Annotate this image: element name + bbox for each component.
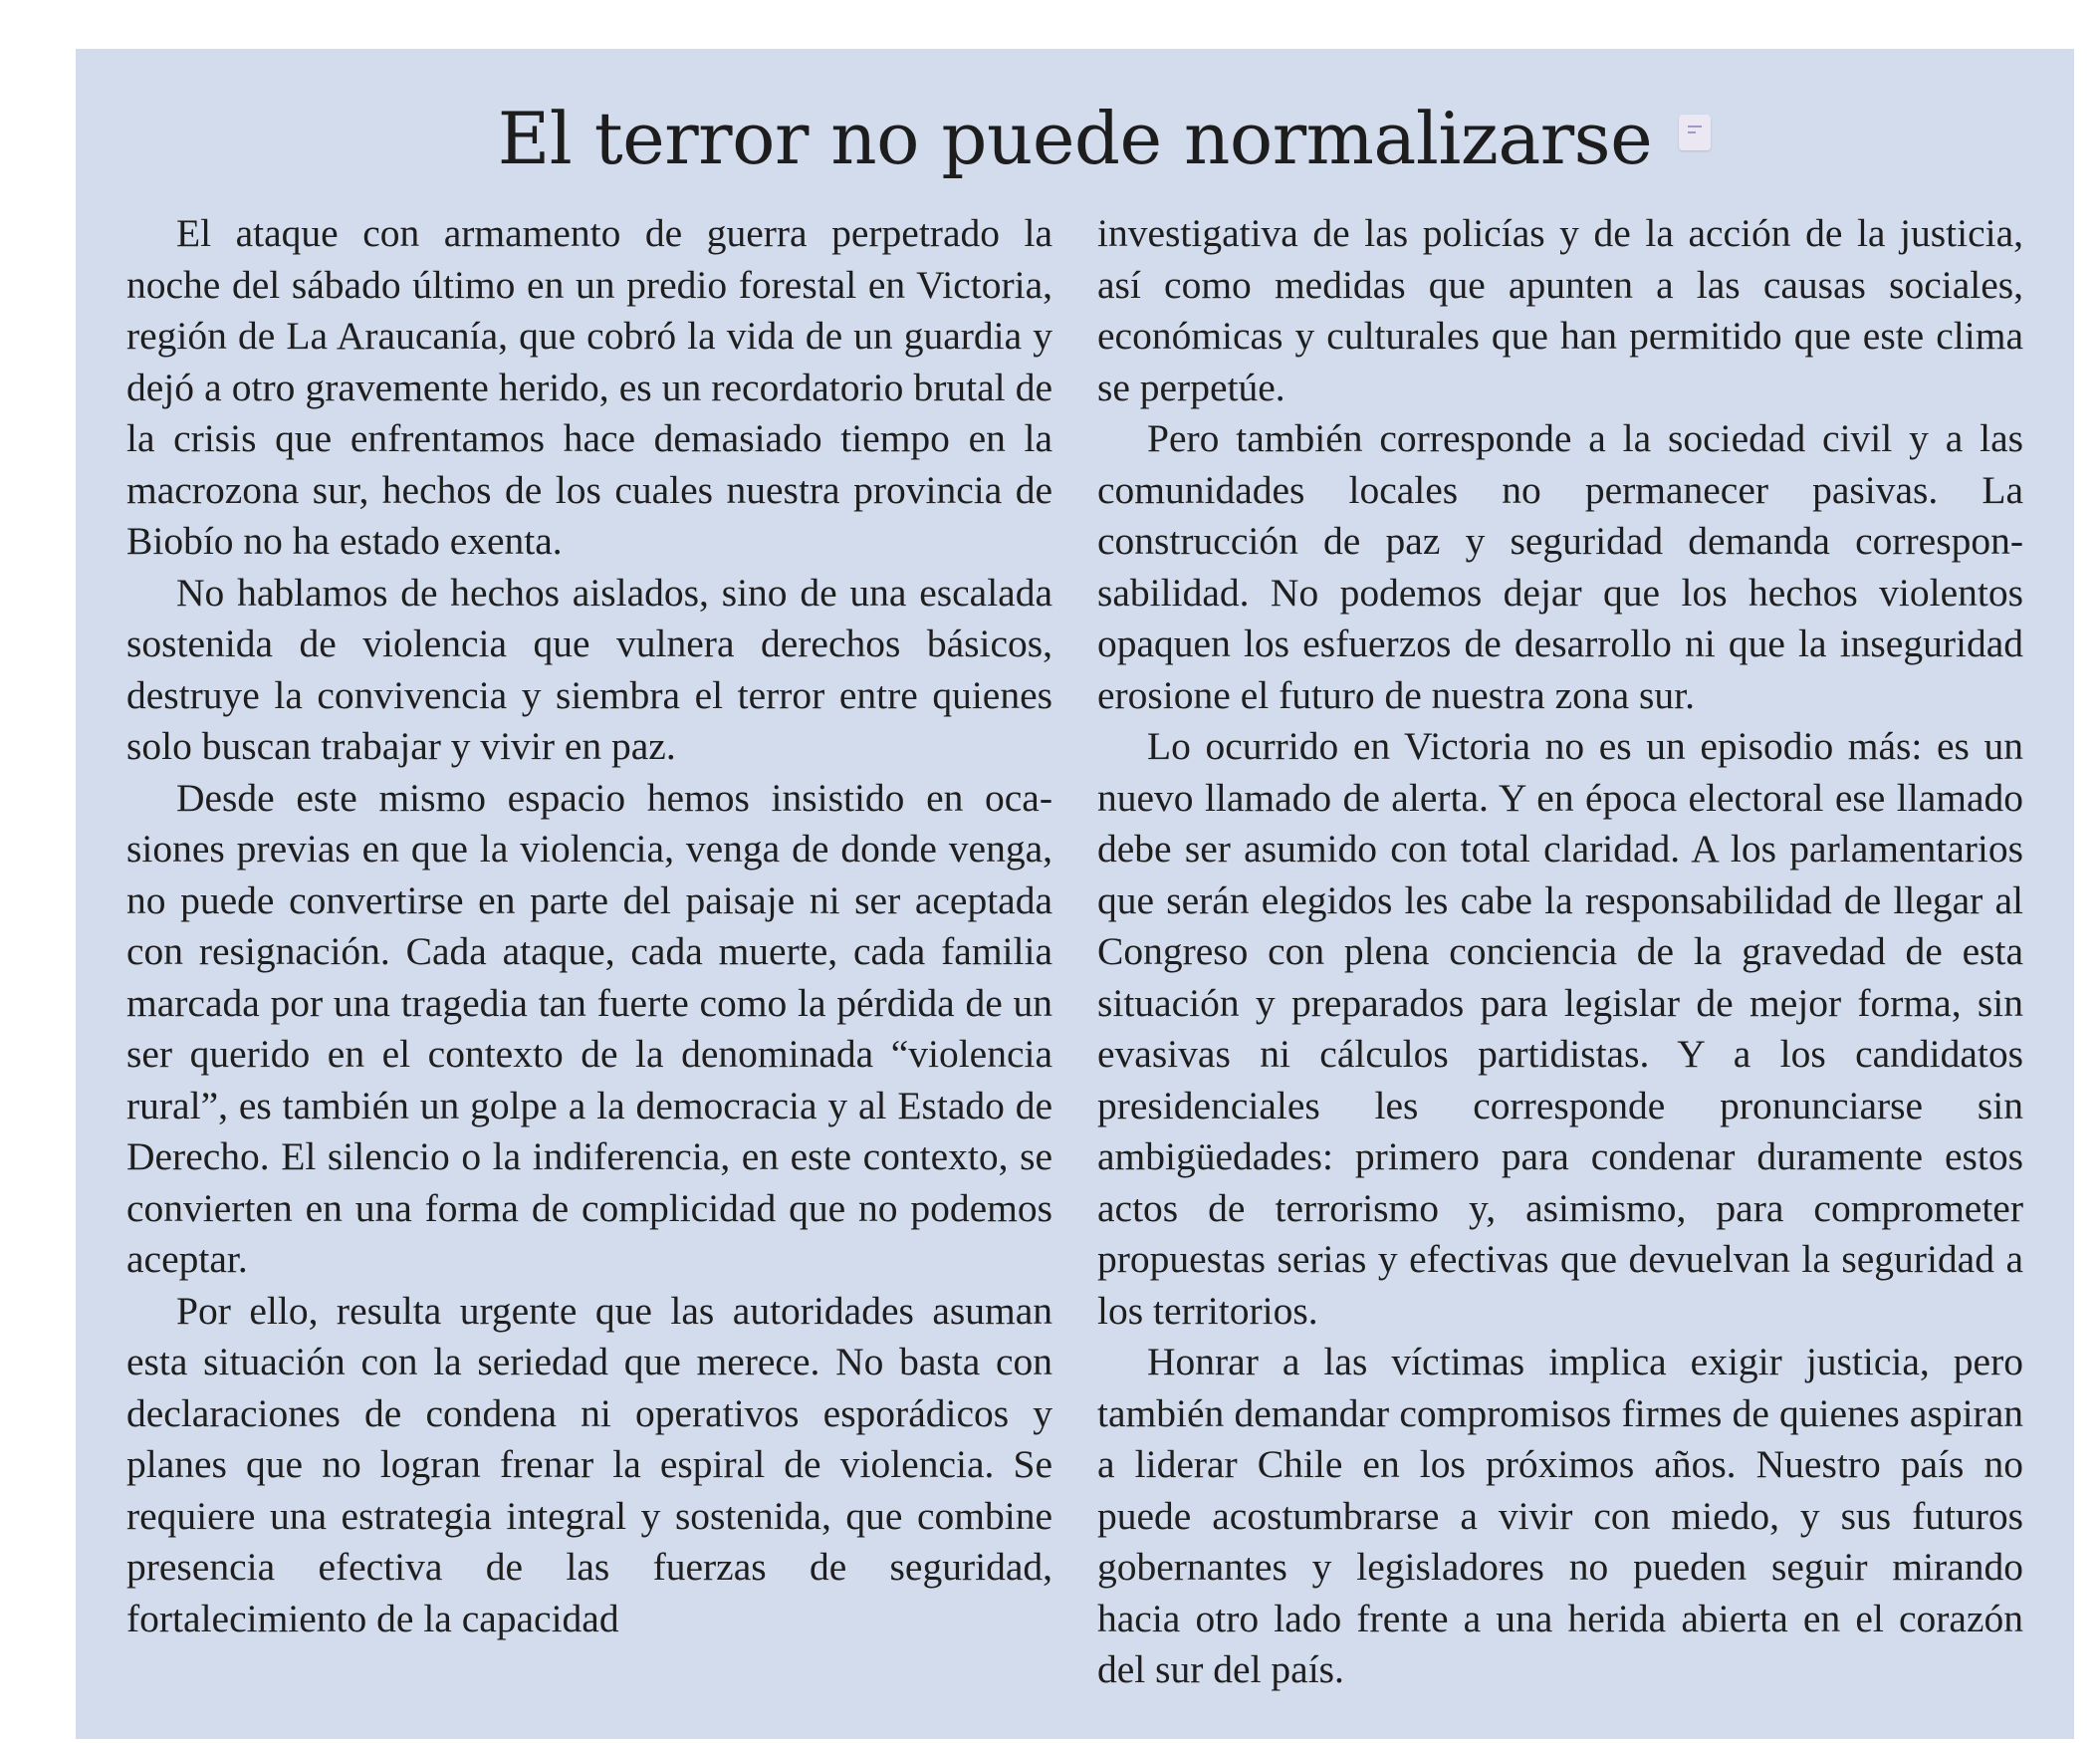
- paragraph: Por ello, resulta urgente que las autoridades asuman esta situación con la seriedad que merece. No basta con declaraciones de condena ni operativos esporádicos y planes que no logran frenar la espiral de violencia. Se requiere una estrategia integral y sostenida, que combine presencia efectiva de las fuerzas de seguridad, fortalecimiento de la capacidad: [126, 1288, 1052, 1640]
- note-icon[interactable]: [1679, 115, 1711, 150]
- note-icon-line: [1688, 131, 1696, 133]
- title-row: [76, 89, 2074, 188]
- article-title: El terror no puede normalizarse: [497, 97, 1653, 180]
- paragraph: Pero también corresponde a la sociedad civil y a las comunidades locales no permanecer pasivas. La construcción de paz y seguridad demanda corresponsabilidad. No podemos dejar que los hechos violentos opaquen los esfuerzos de desarrollo ni que la inseguridad erosione el futuro de nuestra zona sur.: [1097, 416, 2023, 717]
- left-column: [126, 208, 1052, 1644]
- paragraph: El ataque con armamento de guerra perpetrado la noche del sábado último en un predio forestal en Victoria, región de La Araucanía, que cobró la vida de un guardia y dejó a otro gravemente herido, es un recordatorio brutal de la crisis que enfrentamos hace demasiado tiempo en la macrozona sur, hechos de los cuales nuestra provincia de Biobío no ha estado exenta.: [126, 211, 1052, 563]
- paragraph-continuation: investigativa de las policías y de la acción de la justicia, así como medidas que apunten a las causas sociales, económicas y culturales que han permitido que este clima se perpetúe.: [1097, 211, 2023, 409]
- paragraph: No hablamos de hechos aislados, sino de una escalada sostenida de violencia que vulnera derechos básicos, destruye la convivencia y siembra el terror entre quienes solo buscan trabajar y vivir en paz.: [126, 570, 1052, 768]
- paragraph: Honrar a las víctimas implica exigir justicia, pero también demandar compromisos firmes de quienes aspiran a liderar Chile en los próximos años. Nuestro país no puede acostumbrarse a vivir con miedo, y sus futuros gobernantes y legisladores no pueden seguir mirando hacia otro lado frente a una herida abierta en el corazón del sur del país.: [1097, 1340, 2023, 1691]
- editorial-panel: [76, 49, 2074, 1739]
- paragraph: Lo ocurrido en Victoria no es un episodio más: es un nuevo llamado de alerta. Y en época electoral ese llamado debe ser asumido con total claridad. A los parlamentarios que serán elegidos les cabe la responsabilidad de llegar al Congreso con plena conciencia de la gravedad de esta situación y preparados para legislar de mejor forma, sin evasivas ni cálculos partidistas. Y a los candidatos presidenciales les corresponde pronunciarse sin ambigüedades: primero para condenar duramente estos actos de terrorismo y, asimismo, para comprometer propuestas serias y efectivas que devuelvan la seguridad a los territorios.: [1097, 724, 2023, 1333]
- note-icon-line: [1688, 125, 1702, 127]
- right-column: [1097, 208, 2023, 1696]
- paragraph: Desde este mismo espacio hemos insistido en ocasiones previas en que la violencia, venga de donde venga, no puede convertirse en parte del paisaje ni ser aceptada con resignación. Cada ataque, cada muerte, cada familia marcada por una tragedia tan fuerte como la pérdida de un ser querido en el contexto de la denominada “violencia rural”, es también un golpe a la democracia y al Estado de Derecho. El silencio o la indiferencia, en este contexto, se convierten en una forma de complicidad que no podemos aceptar.: [126, 775, 1052, 1281]
